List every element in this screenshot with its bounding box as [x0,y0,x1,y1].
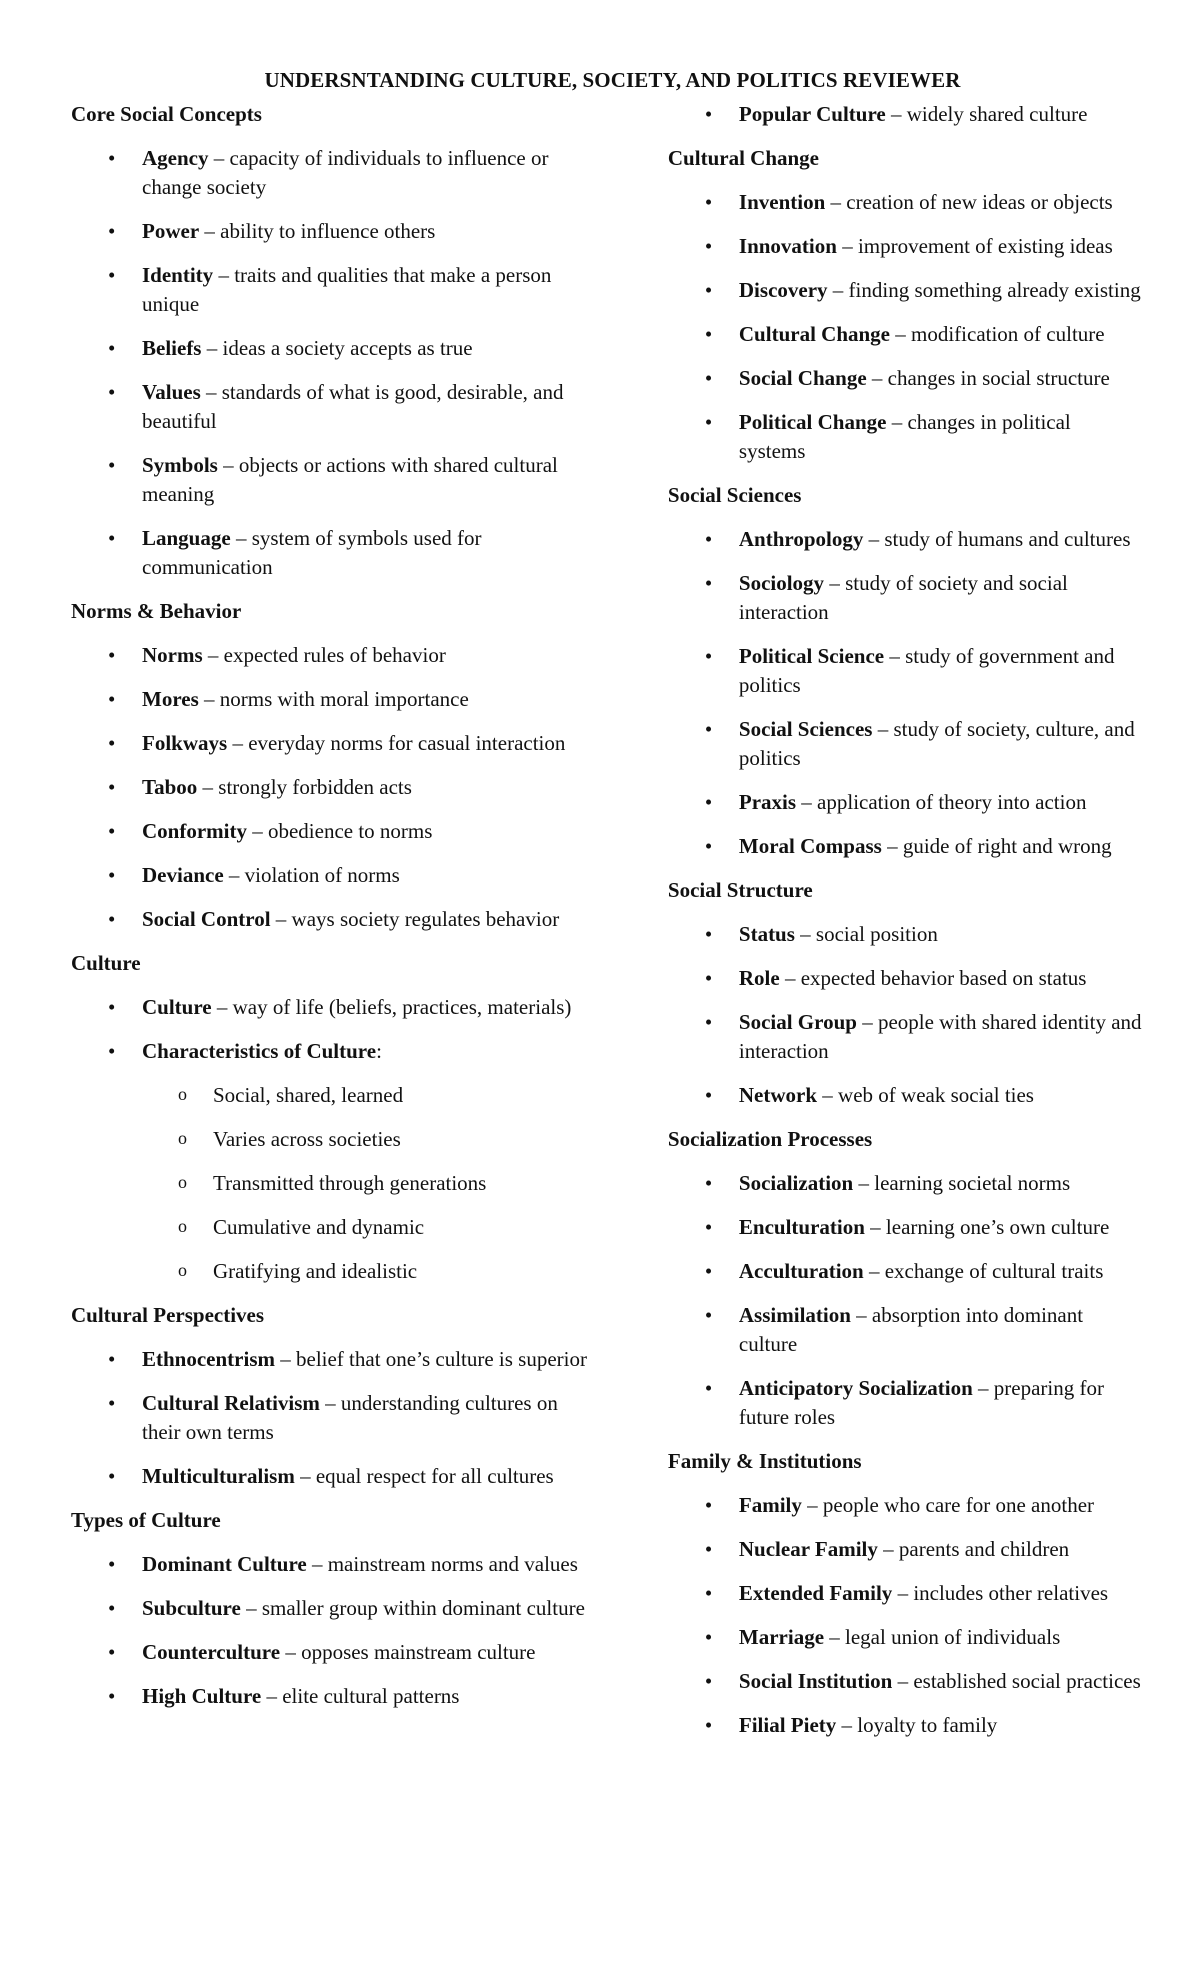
term-definition: – capacity of individuals to influence or change society [142,146,549,199]
term-item-multiculturalism [71,1462,601,1491]
term-item-conformity [71,817,601,846]
sub-list [142,1081,601,1286]
term-definition: – learning societal norms [853,1171,1071,1195]
section-heading: Social Sciences [667,483,802,507]
term-item-cultural-change [668,320,1142,349]
term-item-social-sciences [668,715,1142,773]
term-item-folkways [71,729,601,758]
sub-item: o Cumulative and dynamic [142,1213,601,1242]
term-item-invention [668,188,1142,217]
term-definition: – learning one’s own culture [864,1215,1110,1239]
term-name: Social Institution [738,1669,893,1693]
term-name: Sociology [738,571,825,595]
term-name: Nuclear Family [738,1537,878,1561]
term-definition: – modification of culture [890,322,1105,346]
term-name: Beliefs [142,336,202,360]
term-definition: – finding something already existing [827,278,1141,302]
term-definition: – exchange of cultural traits [863,1259,1104,1283]
term-definition: – mainstream norms and values [306,1552,578,1576]
term-item-political-science [668,642,1142,700]
term-name: Assimilation [738,1303,851,1327]
term-name: Characteristics of Culture [142,1039,377,1063]
term-item-high-culture [71,1682,601,1711]
term-item-social-control [71,905,601,934]
term-definition: – parents and children [877,1537,1070,1561]
term-definition: – way of life (beliefs, practices, materials) [211,995,572,1019]
term-item-power [71,217,601,246]
section-heading: Norms & Behavior [71,599,242,623]
columns [71,100,1142,1755]
term-name: Social Change [738,366,867,390]
term-item-language [71,524,601,582]
term-definition: – web of weak social ties [817,1083,1034,1107]
sub-item: o Gratifying and idealistic [142,1257,601,1286]
term-name: Invention [738,190,826,214]
document-title: UNDERSNTANDING CULTURE, SOCIETY, AND POLITICS REVIEWER [264,68,961,92]
term-name: Network [738,1083,818,1107]
term-definition: – ideas a society accepts as true [201,336,473,360]
term-name: Innovation [738,234,837,258]
term-item-counterculture [71,1638,601,1667]
term-name: Culture [142,995,212,1019]
sub-item: o Varies across societies [142,1125,601,1154]
right-column [668,100,1142,1755]
term-item-role [668,964,1142,993]
term-name: Extended Family [738,1581,893,1605]
term-name: Values [142,380,201,404]
term-item-social-group [668,1008,1142,1066]
term-list [668,920,1142,1110]
term-name: Socialization [738,1171,854,1195]
term-definition: – changes in social structure [866,366,1110,390]
term-item-sociology [668,569,1142,627]
term-item-popular-culture [668,100,1142,129]
term-definition: – people who care for one another [801,1493,1095,1517]
term-item-ethnocentrism [71,1345,601,1374]
term-name: Role [738,966,780,990]
term-item-characteristics-of-culture [71,1037,601,1286]
term-name: Cultural Relativism [142,1391,320,1415]
term-name: Social Group [738,1010,857,1034]
term-list [668,188,1142,466]
term-name: Norms [142,643,203,667]
term-item-mores [71,685,601,714]
term-list [668,100,1142,129]
term-name: Power [142,219,200,243]
term-definition: – ways society regulates behavior [270,907,560,931]
term-item-moral-compass [668,832,1142,861]
term-item-subculture [71,1594,601,1623]
term-item-identity [71,261,601,319]
term-item-political-change [668,408,1142,466]
section-heading: Types of Culture [71,1508,221,1532]
term-item-dominant-culture [71,1550,601,1579]
term-list [71,641,601,934]
section-culture [71,949,601,1286]
term-name: Mores [142,687,199,711]
section-core-social-concepts [71,100,601,582]
term-name: Taboo [142,775,198,799]
term-name: Agency [142,146,209,170]
term-item-deviance [71,861,601,890]
term-item-social-institution [668,1667,1142,1696]
term-definition: – standards of what is good, desirable, and beautiful [142,380,564,433]
term-name: Ethnocentrism [142,1347,275,1371]
term-name: Dominant Culture [142,1552,307,1576]
term-item-nuclear-family [668,1535,1142,1564]
term-item-enculturation [668,1213,1142,1242]
term-list [71,1550,601,1711]
section-continued [668,100,1142,129]
term-name: Social Sciences [738,717,873,741]
term-definition: – norms with moral importance [198,687,469,711]
term-item-filial-piety [668,1711,1142,1740]
section-family-and-institutions [668,1447,1142,1740]
term-definition: – guide of right and wrong [881,834,1112,858]
term-definition: – objects or actions with shared cultural meaning [142,453,558,506]
term-definition: – study of humans and cultures [863,527,1131,551]
term-definition: – expected rules of behavior [202,643,446,667]
term-name: Anticipatory Socialization [738,1376,973,1400]
term-list [668,1169,1142,1432]
section-heading: Socialization Processes [667,1127,873,1151]
term-definition: – study of society and social interaction [738,571,1068,624]
term-definition: – expected behavior based on status [779,966,1087,990]
term-definition: – elite cultural patterns [261,1684,460,1708]
term-name: Counterculture [142,1640,281,1664]
term-name: Identity [142,263,214,287]
term-definition: – strongly forbidden acts [197,775,412,799]
term-name: Discovery [738,278,828,302]
section-norms-and-behavior [71,597,601,934]
term-definition: – application of theory into action [796,790,1087,814]
section-social-sciences [668,481,1142,861]
term-item-cultural-relativism [71,1389,601,1447]
term-definition: – study of society, culture, and politics [738,717,1135,770]
term-item-status [668,920,1142,949]
term-name: Political Science [738,644,885,668]
term-definition: – traits and qualities that make a person unique [142,263,552,316]
term-item-extended-family [668,1579,1142,1608]
section-heading: Cultural Change [667,146,819,170]
term-list [71,993,601,1286]
term-item-agency [71,144,601,202]
term-definition: – creation of new ideas or objects [825,190,1113,214]
section-heading: Culture [71,951,141,975]
term-name: Family [738,1493,802,1517]
term-list [71,1345,601,1491]
term-name: Symbols [142,453,218,477]
term-item-assimilation [668,1301,1142,1359]
term-name: Conformity [142,819,247,843]
section-cultural-perspectives [71,1301,601,1491]
term-item-values [71,378,601,436]
term-list [668,525,1142,861]
term-name: Enculturation [738,1215,865,1239]
term-name: Praxis [738,790,797,814]
left-column [71,100,601,1726]
term-definition: – ability to influence others [199,219,436,243]
term-definition: – violation of norms [223,863,400,887]
term-item-marriage [668,1623,1142,1652]
term-definition: – everyday norms for casual interaction [227,731,566,755]
term-item-culture [71,993,601,1022]
term-name: Social Control [142,907,271,931]
term-item-norms [71,641,601,670]
term-name: Multiculturalism [142,1464,295,1488]
term-definition: – includes other relatives [892,1581,1109,1605]
term-name: Political Change [738,410,887,434]
term-definition: – social position [794,922,938,946]
term-definition: – improvement of existing ideas [836,234,1113,258]
term-definition: – widely shared culture [885,102,1088,126]
term-list [71,144,601,582]
term-item-symbols [71,451,601,509]
term-name: Status [738,922,795,946]
sub-item: o Social, shared, learned [142,1081,601,1110]
term-name: Folkways [142,731,228,755]
term-definition: – preparing for future roles [738,1376,1104,1429]
term-item-discovery [668,276,1142,305]
sub-item: o Transmitted through generations [142,1169,601,1198]
term-definition: – legal union of individuals [824,1625,1061,1649]
term-name: Filial Piety [738,1713,837,1737]
term-definition: – obedience to norms [246,819,433,843]
term-name: Popular Culture [738,102,886,126]
term-item-anticipatory-socialization [668,1374,1142,1432]
term-definition: – absorption into dominant culture [738,1303,1084,1356]
term-definition: : [376,1039,382,1063]
term-definition: – understanding cultures on their own terms [142,1391,558,1444]
section-heading: Family & Institutions [667,1449,862,1473]
term-name: Moral Compass [738,834,882,858]
term-name: High Culture [142,1684,262,1708]
term-item-taboo [71,773,601,802]
term-name: Anthropology [738,527,864,551]
term-definition: – study of government and politics [738,644,1115,697]
term-name: Language [142,526,231,550]
term-item-praxis [668,788,1142,817]
term-definition: – smaller group within dominant culture [240,1596,585,1620]
term-definition: – loyalty to family [836,1713,998,1737]
term-list [668,1491,1142,1740]
term-item-family [668,1491,1142,1520]
term-definition: – people with shared identity and interaction [738,1010,1142,1063]
term-definition: – system of symbols used for communication [142,526,482,579]
term-definition: – belief that one’s culture is superior [275,1347,587,1371]
term-name: Cultural Change [738,322,890,346]
term-name: Deviance [142,863,224,887]
section-types-of-culture [71,1506,601,1711]
section-cultural-change [668,144,1142,466]
term-definition: – equal respect for all cultures [294,1464,554,1488]
term-item-socialization [668,1169,1142,1198]
section-socialization-processes [668,1125,1142,1432]
term-definition: – established social practices [892,1669,1141,1693]
section-social-structure [668,876,1142,1110]
term-item-anthropology [668,525,1142,554]
term-item-innovation [668,232,1142,261]
section-heading: Cultural Perspectives [71,1303,265,1327]
section-heading: Core Social Concepts [71,102,262,126]
term-name: Acculturation [738,1259,864,1283]
section-heading: Social Structure [667,878,813,902]
term-item-network [668,1081,1142,1110]
term-definition: – opposes mainstream culture [280,1640,536,1664]
term-item-beliefs [71,334,601,363]
term-name: Subculture [142,1596,241,1620]
term-item-social-change [668,364,1142,393]
term-definition: – changes in political systems [738,410,1071,463]
term-name: Marriage [738,1625,825,1649]
term-item-acculturation [668,1257,1142,1286]
